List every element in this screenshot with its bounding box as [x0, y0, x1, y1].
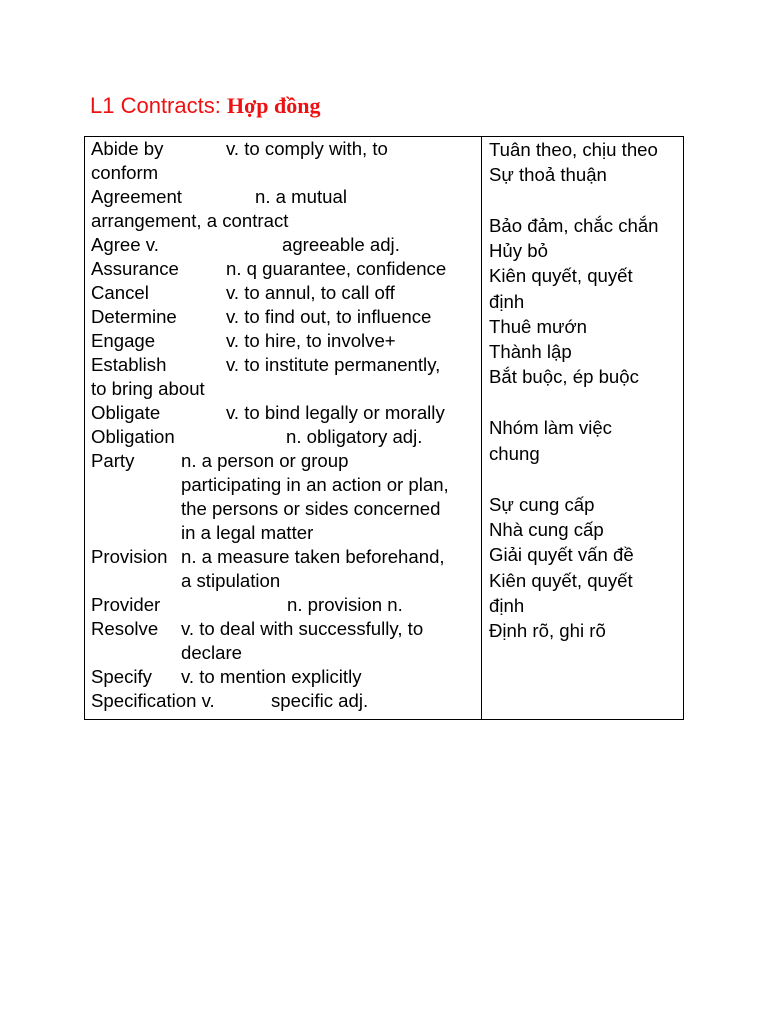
translation-line: Kiên quyết, quyết: [489, 265, 633, 286]
definition: the persons or sides concerned: [181, 498, 441, 519]
term: Assurance: [91, 258, 179, 279]
term: Provision: [91, 546, 168, 567]
translation-line: Hủy bỏ: [489, 240, 548, 261]
term: Cancel: [91, 282, 149, 303]
vocabulary-table: [84, 136, 684, 720]
term: Specify: [91, 666, 152, 687]
translation-line: định: [489, 291, 525, 312]
definition: specific adj.: [271, 690, 369, 711]
definition: v. to deal with successfully, to: [181, 618, 424, 639]
term: Agree v.: [91, 234, 159, 255]
definition: n. q guarantee, confidence: [226, 258, 447, 279]
definition: n. a person or group: [181, 450, 349, 471]
definition: v. to annul, to call off: [226, 282, 395, 303]
term: Party: [91, 450, 135, 471]
definition: n. a measure taken beforehand,: [181, 546, 445, 567]
translation-line: chung: [489, 443, 540, 464]
definition: v. to bind legally or morally: [226, 402, 445, 423]
definition: declare: [181, 642, 242, 663]
definition: in a legal matter: [181, 522, 314, 543]
definition: n. provision n.: [287, 594, 403, 615]
term: Resolve: [91, 618, 159, 639]
term: Establish: [91, 354, 167, 375]
definition: n. obligatory adj.: [286, 426, 423, 447]
title-english: L1 Contracts:: [90, 93, 221, 118]
term: Obligate: [91, 402, 161, 423]
translation-line: Sự thoả thuận: [489, 164, 607, 185]
page-title: [90, 93, 320, 119]
translation-line: Bắt buộc, ép buộc: [489, 366, 639, 387]
term: Obligation: [91, 426, 175, 447]
term: Determine: [91, 306, 177, 327]
translation-line: Sự cung cấp: [489, 494, 595, 515]
english-definitions-column: [85, 137, 481, 719]
definition: v. to comply with, to: [226, 138, 388, 159]
translation-line: Định rõ, ghi rõ: [489, 620, 606, 641]
term: Provider: [91, 594, 161, 615]
definition: v. to mention explicitly: [181, 666, 362, 687]
term: to bring about: [91, 378, 205, 399]
term: Specification v.: [91, 690, 215, 711]
translation-line: định: [489, 595, 525, 616]
definition: v. to hire, to involve+: [226, 330, 396, 351]
translation-line: Nhóm làm việc: [489, 417, 612, 438]
term: arrangement, a contract: [91, 210, 289, 231]
translation-line: Thành lập: [489, 341, 572, 362]
definition: v. to find out, to influence: [226, 306, 432, 327]
definition: v. to institute permanently,: [226, 354, 441, 375]
vietnamese-translations-column: [482, 137, 683, 719]
translation-line: Giải quyết vấn đề: [489, 544, 634, 565]
title-vietnamese: Hợp đồng: [226, 93, 321, 118]
definition: n. a mutual: [255, 186, 347, 207]
translation-line: Kiên quyết, quyết: [489, 570, 633, 591]
definition: a stipulation: [181, 570, 281, 591]
term: Engage: [91, 330, 156, 351]
definition: agreeable adj.: [282, 234, 400, 255]
term: conform: [91, 162, 159, 183]
term: Agreement: [91, 186, 182, 207]
translation-line: Nhà cung cấp: [489, 519, 604, 540]
translation-line: Bảo đảm, chắc chắn: [489, 215, 659, 236]
term: Abide by: [91, 138, 164, 159]
translation-line: Tuân theo, chịu theo: [489, 139, 658, 160]
definition: participating in an action or plan,: [181, 474, 449, 495]
translation-line: Thuê mướn: [489, 316, 588, 337]
